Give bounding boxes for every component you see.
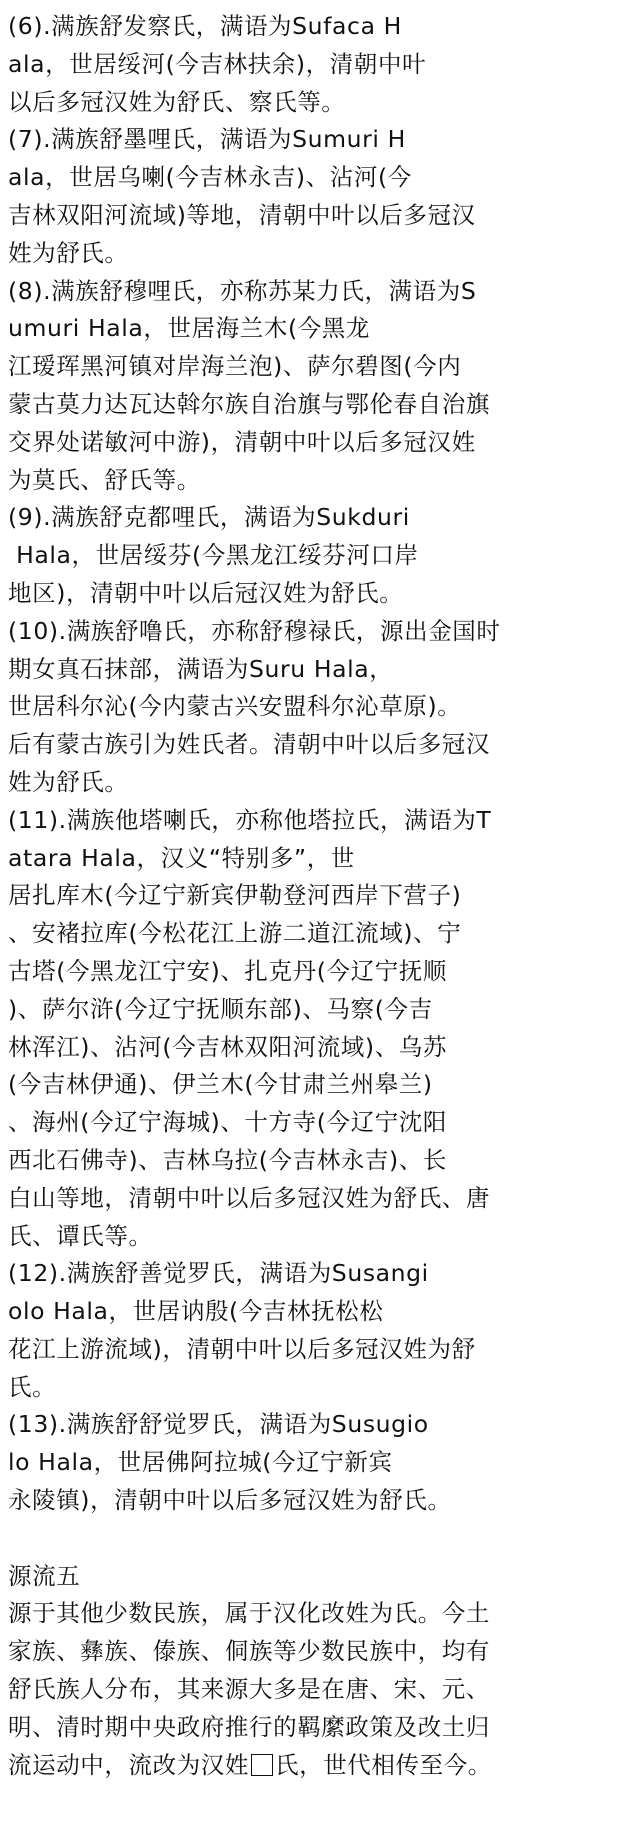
entry-8 xyxy=(8,273,634,500)
text-line: 明、清时期中央政府推行的羁縻政策及改土归 xyxy=(8,1712,490,1741)
text-line: 地区)，清朝中叶以后冠汉姓为舒氏。 xyxy=(8,578,404,607)
entry-7 xyxy=(8,121,634,272)
entry-12 xyxy=(8,1255,634,1406)
text-line: 江瑷珲黑河镇对岸海兰泡)、萨尔碧图(今内 xyxy=(8,352,462,381)
entry-13 xyxy=(8,1406,634,1519)
text-line: 、海州(今辽宁海城)、十方寺(今辽宁沈阳 xyxy=(8,1108,448,1137)
text-line: )、萨尔浒(今辽宁抚顺东部)、马察(今吉 xyxy=(8,994,433,1023)
text-line: 后有蒙古族引为姓氏者。清朝中叶以后多冠汉 xyxy=(8,730,490,759)
text-line: (12).满族舒善觉罗氏，满语为Susangi xyxy=(8,1259,429,1288)
text-line: 花江上游流域)，清朝中叶以后多冠汉姓为舒 xyxy=(8,1334,476,1363)
text-line: (6).满族舒发察氏，满语为Sufaca H xyxy=(8,12,402,40)
text-segment: 流运动中，流改为汉姓 xyxy=(8,1750,249,1779)
entry-11 xyxy=(8,802,634,1256)
text-line: lo Hala，世居佛阿拉城(今辽宁新宾 xyxy=(8,1448,393,1477)
text-line: 期女真石抹部，满语为Suru Hala， xyxy=(8,654,394,683)
text-line: 氏、谭氏等。 xyxy=(8,1221,153,1250)
text-line: 永陵镇)，清朝中叶以后多冠汉姓为舒氏。 xyxy=(8,1486,452,1515)
text-line: (13).满族舒舒觉罗氏，满语为Susugio xyxy=(8,1410,429,1439)
text-line: (今吉林伊通)、伊兰木(今甘肃兰州皋兰) xyxy=(8,1070,433,1099)
entry-6 xyxy=(8,8,634,121)
text-line: (10).满族舒噜氏，亦称舒穆禄氏，源出金国时 xyxy=(8,616,501,645)
text-line: 吉林双阳河流域)等地，清朝中叶以后多冠汉 xyxy=(8,200,476,229)
text-line: 世居科尔沁(今内蒙古兴安盟科尔沁草原)。 xyxy=(8,692,462,721)
text-line: 舒氏族人分布，其来源大多是在唐、宋、元、 xyxy=(8,1675,490,1704)
text-line: (9).满族舒克都哩氏，满语为Sukduri xyxy=(8,503,410,532)
blank-character-box xyxy=(251,1754,273,1776)
text-line: 西北石佛寺)、吉林乌拉(今吉林永吉)、长 xyxy=(8,1145,448,1174)
text-line: 蒙古莫力达瓦达斡尔族自治旗与鄂伦春自治旗 xyxy=(8,389,490,418)
entry-9 xyxy=(8,499,634,612)
text-line: 以后多冠汉姓为舒氏、察氏等。 xyxy=(8,87,346,116)
entry-10 xyxy=(8,613,634,802)
text-line: ala，世居乌喇(今吉林永吉)、沾河(今 xyxy=(8,163,412,192)
text-line: 交界处诺敏河中游)，清朝中叶以后多冠汉姓 xyxy=(8,427,476,456)
text-line: 为莫氏、舒氏等。 xyxy=(8,465,201,494)
text-line: (7).满族舒墨哩氏，满语为Sumuri H xyxy=(8,125,406,154)
text-line: (11).满族他塔喇氏，亦称他塔拉氏，满语为T xyxy=(8,805,492,834)
text-line: 氏。 xyxy=(8,1372,57,1401)
text-line: 、安褚拉库(今松花江上游二道江流域)、宁 xyxy=(8,919,462,948)
text-line: ala，世居绥河(今吉林扶余)，清朝中叶 xyxy=(8,49,427,78)
text-line: 源于其他少数民族，属于汉化改姓为氏。今土 xyxy=(8,1599,490,1628)
text-line: Hala，世居绥芬(今黑龙江绥芬河口岸 xyxy=(8,541,419,570)
text-line: olo Hala，世居讷殷(今吉林抚松松 xyxy=(8,1297,384,1326)
section-spacer xyxy=(8,1520,634,1558)
text-line: 居扎库木(今辽宁新宾伊勒登河西岸下营子) xyxy=(8,881,462,910)
text-line: 白山等地，清朝中叶以后多冠汉姓为舒氏、唐 xyxy=(8,1183,490,1212)
text-line: 姓为舒氏。 xyxy=(8,238,129,267)
text-segment: 氏，世代相传至今。 xyxy=(275,1750,492,1779)
section-heading: 源流五 xyxy=(8,1561,81,1590)
text-line-last xyxy=(8,1747,634,1785)
text-line: atara Hala，汉义“特别多”，世 xyxy=(8,843,355,872)
text-line: 姓为舒氏。 xyxy=(8,767,129,796)
section-yuanliu-5 xyxy=(8,1558,634,1785)
text-line: umuri Hala，世居海兰木(今黑龙 xyxy=(8,314,371,343)
text-line: 林浑江)、沾河(今吉林双阳河流域)、乌苏 xyxy=(8,1032,448,1061)
text-line: 古塔(今黑龙江宁安)、扎克丹(今辽宁抚顺 xyxy=(8,956,448,985)
text-line: (8).满族舒穆哩氏，亦称苏某力氏，满语为S xyxy=(8,276,477,305)
text-line: 家族、彝族、傣族、侗族等少数民族中，均有 xyxy=(8,1637,490,1666)
